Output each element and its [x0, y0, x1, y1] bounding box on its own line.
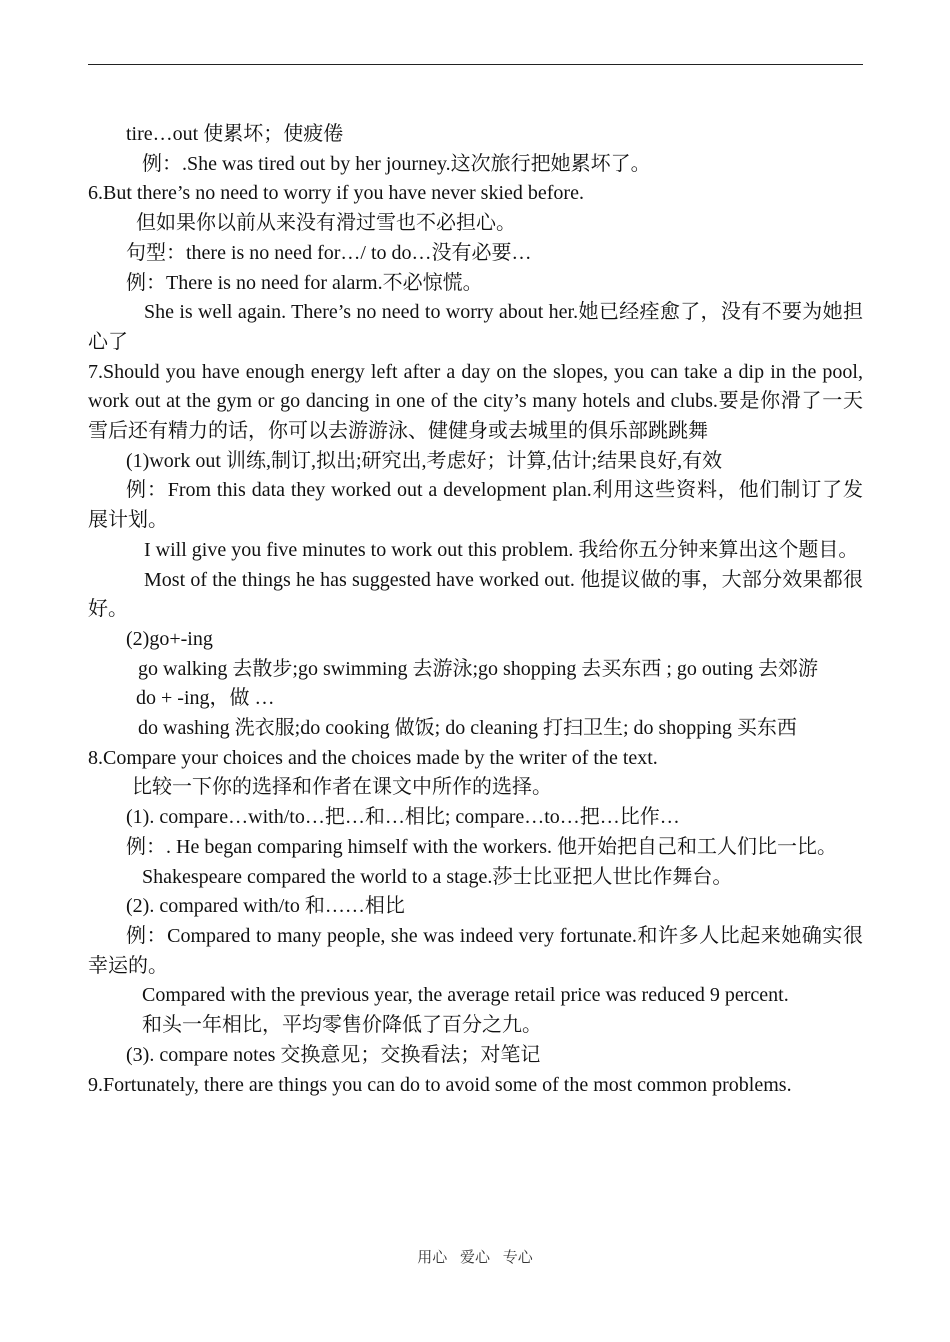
text-paragraph: She is well again. There’s no need to worry about her.她已经痊愈了，没有不要为她担心了 [88, 301, 863, 353]
text-line: (1)work out 训练,制订,拟出;研究出,考虑好；计算,估计;结果良好,有效 [126, 449, 723, 472]
text-line: do + -ing，做 … [136, 687, 275, 710]
text-line: 和头一年相比，平均零售价降低了百分之九。 [142, 1014, 542, 1037]
text-line: (2)go+-ing [126, 627, 213, 650]
text-line: 比较一下你的选择和作者在课文中所作的选择。 [132, 776, 552, 799]
text-paragraph: 例：Compared to many people, she was indeed very fortunate.和许多人比起来她确实很幸运的。 [88, 924, 863, 977]
text-paragraph: go walking 去散步;go swimming 去游泳;go shopping 去买东西 ; go outing 去郊游 [138, 657, 819, 680]
numbered-heading: 6.But there’s no need to worry if you have never skied before. [88, 182, 584, 205]
text-line: Compared with the previous year, the average retail price was reduced 9 percent. [142, 984, 789, 1007]
text-line: (1). compare…with/to…把…和…相比; compare…to…把…比作… [126, 806, 680, 829]
text-line: (2). compared with/to 和……相比 [126, 895, 405, 918]
text-paragraph: I will give you five minutes to work out this problem. 我给你五分钟来算出这个题目。 [144, 538, 859, 561]
header-rule [88, 64, 863, 65]
text-line: 例：There is no need for alarm.不必惊慌。 [126, 271, 483, 294]
numbered-heading: 7.Should you have enough energy left after a day on the slopes, you can take a dip in the pool, work out at the gym or go dancing in one of the city’s many hotels and clubs.要是你滑了一天雪后还有精力的话，你可以去游游泳、健健身或去城里的俱乐部跳跳舞 [88, 360, 863, 443]
page-footer: 用心 爱心 专心 [417, 1248, 533, 1266]
numbered-heading: 9.Fortunately, there are things you can do to avoid some of the most common problems. [88, 1073, 792, 1096]
text-paragraph: do washing 洗衣服;do cooking 做饭; do cleaning 打扫卫生; do shopping 买东西 [138, 717, 797, 740]
text-line: Shakespeare compared the world to a stage.莎士比亚把人世比作舞台。 [142, 865, 733, 888]
text-line: 例：.She was tired out by her journey.这次旅行把她累坏了。 [142, 152, 651, 175]
text-line: 句型：there is no need for…/ to do…没有必要… [126, 241, 532, 264]
document-body [88, 120, 863, 1100]
text-paragraph: 例：. He began comparing himself with the workers. 他开始把自己和工人们比一比。 [126, 835, 838, 858]
text-paragraph: Most of the things he has suggested have worked out. 他提议做的事，大部分效果都很好。 [88, 568, 863, 621]
text-line: tire…out 使累坏；使疲倦 [126, 123, 344, 145]
text-line: (3). compare notes 交换意见；交换看法；对笔记 [126, 1043, 541, 1066]
text-line: 但如果你以前从来没有滑过雪也不必担心。 [136, 212, 516, 235]
text-paragraph: 例：From this data they worked out a development plan.利用这些资料，他们制订了发展计划。 [88, 479, 863, 532]
numbered-heading: 8.Compare your choices and the choices made by the writer of the text. [88, 746, 658, 769]
